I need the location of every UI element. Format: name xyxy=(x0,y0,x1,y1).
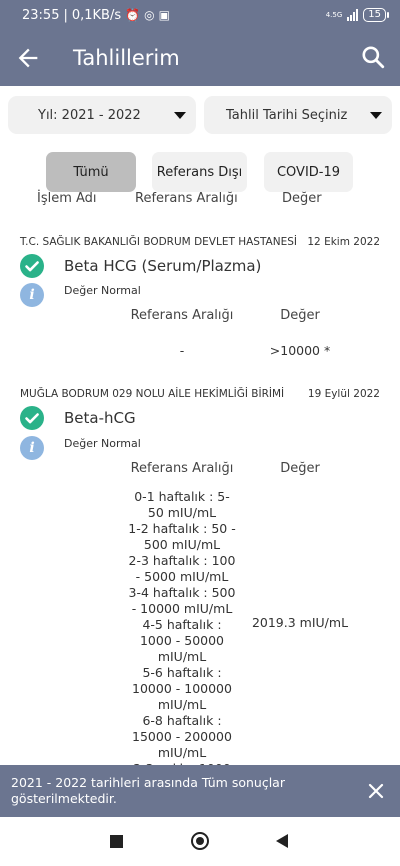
value-label: Değer xyxy=(280,461,320,476)
reference-range: - xyxy=(179,343,185,358)
page-title: Tahlillerim xyxy=(73,46,180,70)
mail-icon: ▣ xyxy=(158,8,170,22)
year-dropdown-label: Yıl: 2021 - 2022 xyxy=(38,107,141,123)
value-label: Değer xyxy=(280,308,320,323)
info-icon[interactable]: i xyxy=(20,436,44,460)
institution-name: T.C. SAĞLIK BAKANLIĞI BODRUM DEVLET HASTANESİ xyxy=(20,236,297,248)
chevron-down-icon xyxy=(174,112,186,119)
result-card-header xyxy=(20,236,380,248)
reference-label: Referans Aralığı xyxy=(130,461,234,476)
snackbar xyxy=(0,765,400,817)
year-dropdown[interactable] xyxy=(8,96,196,134)
filter-chips xyxy=(0,152,400,192)
alarm-icon: ⏰ xyxy=(125,8,141,22)
status-speed: 0,1KB/s xyxy=(71,7,122,23)
snackbar-message: 2021 - 2022 tarihleri arasında Tüm sonuçlar gösterilmektedir. xyxy=(11,775,285,806)
result-status: Değer Normal xyxy=(64,437,141,450)
check-icon xyxy=(20,406,44,430)
chip-out-of-range[interactable]: Referans Dışı xyxy=(152,152,247,192)
result-value: 2019.3 mIU/mL xyxy=(251,615,349,630)
battery-icon xyxy=(363,8,386,22)
network-type: 4.5G xyxy=(325,10,343,19)
battery-level: 15 xyxy=(368,9,381,20)
signal-icon xyxy=(347,9,358,21)
back-arrow-icon[interactable] xyxy=(14,44,42,72)
recent-apps-icon[interactable] xyxy=(110,835,123,848)
test-name[interactable]: Beta HCG (Serum/Plazma) xyxy=(64,257,262,275)
date-dropdown-label: Tahlil Tarihi Seçiniz xyxy=(226,107,348,123)
chevron-down-icon xyxy=(370,112,382,119)
result-date: 12 Ekim 2022 xyxy=(307,236,380,248)
institution-name: MUĞLA BODRUM 029 NOLU AİLE HEKİMLİĞİ BİRİMİ xyxy=(20,388,285,400)
status-bar: 23:55 | 0,1KB/s ⏰ ◎ ▣ 4.5G 15 xyxy=(0,0,400,30)
app-bar xyxy=(0,30,400,86)
column-header-name: İşlem Adı xyxy=(37,191,97,206)
search-icon[interactable] xyxy=(360,44,386,70)
info-icon[interactable]: i xyxy=(20,283,44,307)
column-header-reference: Referans Aralığı xyxy=(135,191,238,206)
back-triangle-icon[interactable] xyxy=(276,834,288,848)
result-value: >10000 * xyxy=(269,343,331,358)
chip-covid[interactable]: COVID-19 xyxy=(264,152,353,192)
filters xyxy=(0,96,400,136)
system-nav-bar xyxy=(0,818,400,866)
results-list[interactable] xyxy=(0,191,400,764)
reference-label: Referans Aralığı xyxy=(130,308,234,323)
chip-all[interactable]: Tümü xyxy=(46,152,136,192)
result-status: Değer Normal xyxy=(64,284,141,297)
close-icon[interactable] xyxy=(366,781,386,801)
date-dropdown[interactable] xyxy=(204,96,392,134)
home-icon[interactable] xyxy=(191,832,209,850)
result-date: 19 Eylül 2022 xyxy=(307,388,380,400)
check-icon xyxy=(20,254,44,278)
location-icon: ◎ xyxy=(144,8,155,22)
status-time: 23:55 xyxy=(22,7,60,23)
test-name[interactable]: Beta-hCG xyxy=(64,409,136,427)
result-card-header xyxy=(20,388,380,400)
reference-range: 0-1 haftalık : 5- 50 mIU/mL 1-2 haftalık : 50 - 500 mIU/mL 2-3 haftalık : 100 - 5000 mIU/mL 3-4 haftalık : 500 - 10000 mIU/mL 4-5 haftalık : 1000 - 50000 mIU/mL 5-6 haftalık : 10000 - 100000 mIU/mL 6-8 haftalık : 15000 - 200000 mIU/mL xyxy=(128,489,236,760)
column-header-value: Değer xyxy=(282,191,322,206)
